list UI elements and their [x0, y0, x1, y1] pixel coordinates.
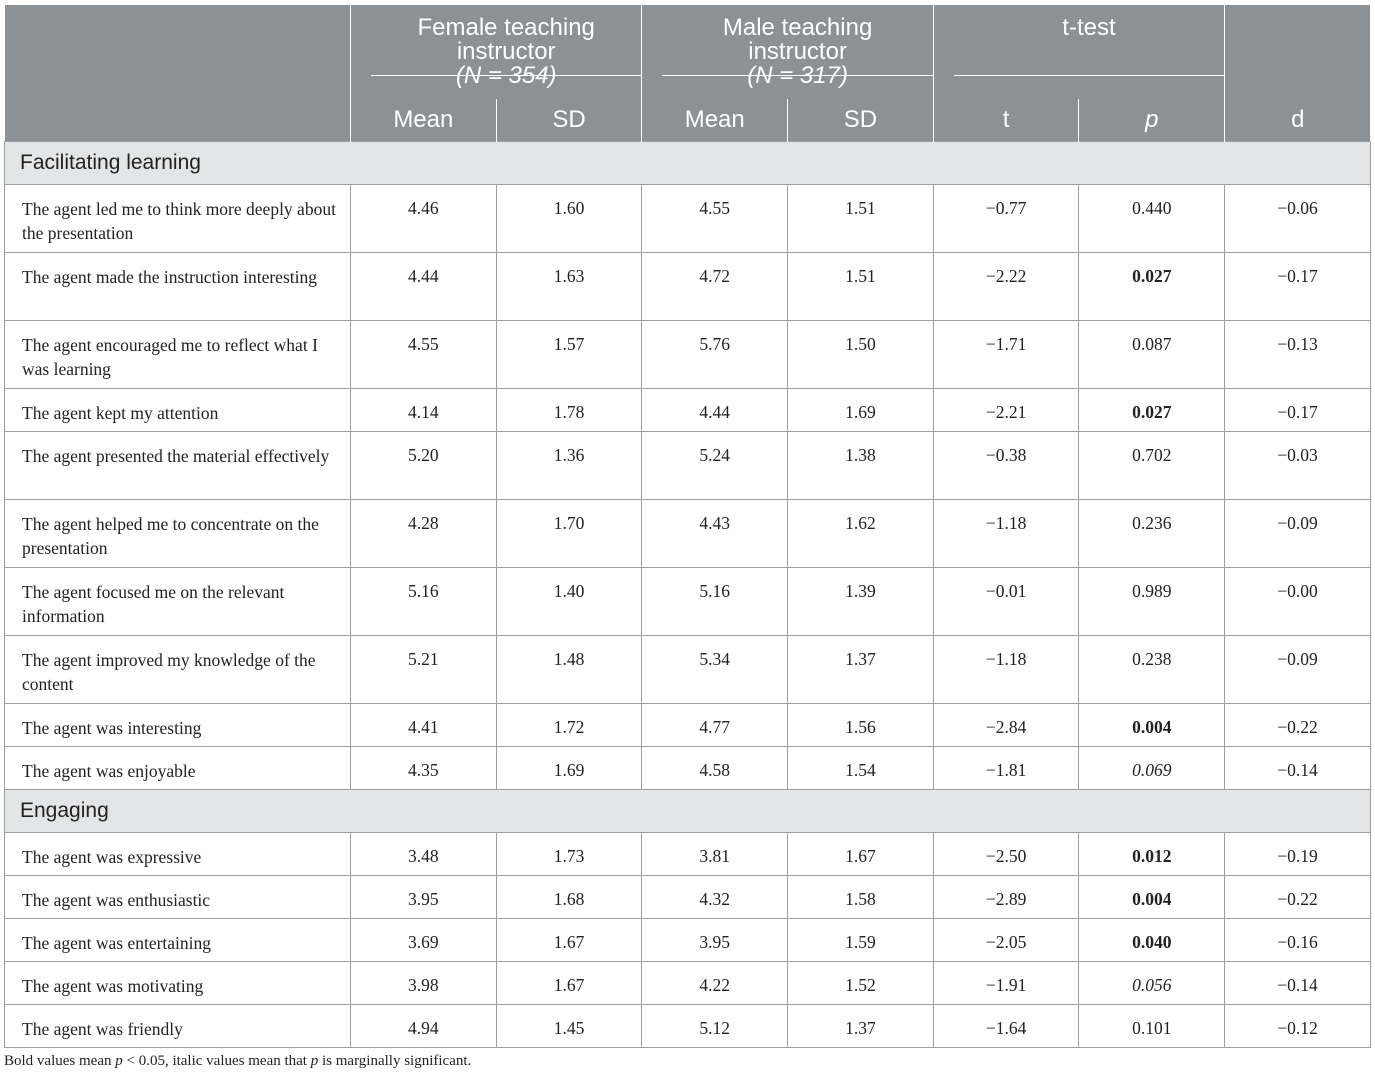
table-row: [5, 432, 1371, 500]
p-value-cell: 0.101: [1079, 1005, 1225, 1048]
p-value-cell: 0.989: [1079, 568, 1225, 636]
male-mean-cell: 4.55: [642, 185, 788, 253]
male-sd-cell: 1.59: [788, 919, 934, 962]
p-value-cell: 0.056: [1079, 962, 1225, 1005]
col-header-male-mean: Mean: [642, 99, 788, 142]
table-row: [5, 704, 1371, 747]
p-value-cell: 0.440: [1079, 185, 1225, 253]
table-row: [5, 636, 1371, 704]
d-value-cell: −0.14: [1225, 962, 1371, 1005]
section-header-row: [5, 790, 1371, 833]
section-title: Facilitating learning: [5, 142, 1371, 185]
p-value-cell: 0.027: [1079, 389, 1225, 432]
p-value-cell: 0.012: [1079, 833, 1225, 876]
footnote-suffix: is marginally significant.: [318, 1053, 472, 1069]
table-row: [5, 321, 1371, 389]
female-sd-cell: 1.36: [496, 432, 642, 500]
d-value-cell: −0.17: [1225, 389, 1371, 432]
item-label: The agent was entertaining: [5, 919, 351, 962]
female-mean-cell: 4.44: [351, 253, 497, 321]
female-sd-cell: 1.63: [496, 253, 642, 321]
ttest-group-title: t-test: [1062, 14, 1116, 41]
male-sd-cell: 1.58: [788, 876, 934, 919]
male-mean-cell: 3.81: [642, 833, 788, 876]
col-header-p: p: [1079, 99, 1225, 142]
item-label: The agent improved my knowledge of the content: [5, 636, 351, 704]
female-group-title: Female teaching instructor: [417, 14, 595, 65]
item-label: The agent was enjoyable: [5, 747, 351, 790]
female-sd-cell: 1.40: [496, 568, 642, 636]
item-label: The agent was friendly: [5, 1005, 351, 1048]
male-sd-cell: 1.52: [788, 962, 934, 1005]
male-sd-cell: 1.37: [788, 1005, 934, 1048]
table-row: [5, 389, 1371, 432]
male-mean-cell: 5.24: [642, 432, 788, 500]
female-mean-cell: 4.14: [351, 389, 497, 432]
table-body: [5, 142, 1371, 1048]
table-row: [5, 1005, 1371, 1048]
t-value-cell: −2.89: [933, 876, 1079, 919]
footnote-prefix: Bold values mean: [4, 1053, 116, 1069]
male-sd-cell: 1.39: [788, 568, 934, 636]
table-footnote: [4, 1053, 471, 1070]
t-value-cell: −2.84: [933, 704, 1079, 747]
t-value-cell: −1.91: [933, 962, 1079, 1005]
p-value-cell: 0.238: [1079, 636, 1225, 704]
item-label: The agent focused me on the relevant information: [5, 568, 351, 636]
p-value-cell: 0.027: [1079, 253, 1225, 321]
p-value-cell: 0.702: [1079, 432, 1225, 500]
d-value-cell: −0.16: [1225, 919, 1371, 962]
male-mean-cell: 5.12: [642, 1005, 788, 1048]
male-sd-cell: 1.37: [788, 636, 934, 704]
col-header-d: d: [1225, 99, 1371, 142]
section-header-row: [5, 142, 1371, 185]
male-mean-cell: 4.44: [642, 389, 788, 432]
female-sd-cell: 1.67: [496, 919, 642, 962]
p-value-cell: 0.236: [1079, 500, 1225, 568]
p-value-cell: 0.004: [1079, 704, 1225, 747]
footnote-p-symbol-2: p: [310, 1053, 319, 1069]
item-label: The agent led me to think more deeply about the presentation: [5, 185, 351, 253]
item-label: The agent presented the material effectively: [5, 432, 351, 500]
table-row: [5, 876, 1371, 919]
male-sd-cell: 1.50: [788, 321, 934, 389]
female-sd-cell: 1.60: [496, 185, 642, 253]
footnote-p-symbol: p: [115, 1053, 123, 1069]
male-sd-cell: 1.51: [788, 253, 934, 321]
item-label: The agent was motivating: [5, 962, 351, 1005]
d-value-cell: −0.06: [1225, 185, 1371, 253]
p-value-cell: 0.040: [1079, 919, 1225, 962]
header-ttest-group: [933, 5, 1224, 99]
col-header-female-sd: SD: [496, 99, 642, 142]
female-sd-cell: 1.48: [496, 636, 642, 704]
table-row: [5, 747, 1371, 790]
table-row: [5, 253, 1371, 321]
female-mean-cell: 4.28: [351, 500, 497, 568]
female-mean-cell: 4.46: [351, 185, 497, 253]
t-value-cell: −2.21: [933, 389, 1079, 432]
male-mean-cell: 5.76: [642, 321, 788, 389]
t-value-cell: −0.77: [933, 185, 1079, 253]
d-value-cell: −0.14: [1225, 747, 1371, 790]
t-value-cell: −0.38: [933, 432, 1079, 500]
d-value-cell: −0.22: [1225, 876, 1371, 919]
d-value-cell: −0.09: [1225, 500, 1371, 568]
d-value-cell: −0.22: [1225, 704, 1371, 747]
item-label: The agent kept my attention: [5, 389, 351, 432]
d-value-cell: −0.17: [1225, 253, 1371, 321]
female-group-n: (N = 354): [455, 62, 557, 89]
table-row: [5, 962, 1371, 1005]
t-value-cell: −1.18: [933, 636, 1079, 704]
male-group-n: (N = 317): [747, 62, 848, 89]
table-row: [5, 185, 1371, 253]
female-mean-cell: 3.69: [351, 919, 497, 962]
section-title: Engaging: [5, 790, 1371, 833]
d-value-cell: −0.09: [1225, 636, 1371, 704]
female-mean-cell: 5.21: [351, 636, 497, 704]
male-mean-cell: 3.95: [642, 919, 788, 962]
p-value-cell: 0.004: [1079, 876, 1225, 919]
male-sd-cell: 1.69: [788, 389, 934, 432]
footnote-middle: < 0.05, italic values mean that: [122, 1053, 311, 1069]
female-mean-cell: 3.98: [351, 962, 497, 1005]
d-value-cell: −0.13: [1225, 321, 1371, 389]
t-value-cell: −1.71: [933, 321, 1079, 389]
d-value-cell: −0.12: [1225, 1005, 1371, 1048]
header-row-groups: [5, 5, 1371, 99]
female-sd-cell: 1.73: [496, 833, 642, 876]
female-mean-cell: 4.94: [351, 1005, 497, 1048]
item-label: The agent was interesting: [5, 704, 351, 747]
female-mean-cell: 4.55: [351, 321, 497, 389]
col-header-male-sd: SD: [788, 99, 934, 142]
table-row: [5, 500, 1371, 568]
p-value-cell: 0.069: [1079, 747, 1225, 790]
female-mean-cell: 5.16: [351, 568, 497, 636]
col-header-t: t: [933, 99, 1079, 142]
t-value-cell: −0.01: [933, 568, 1079, 636]
item-label: The agent was enthusiastic: [5, 876, 351, 919]
male-mean-cell: 4.43: [642, 500, 788, 568]
female-sd-cell: 1.45: [496, 1005, 642, 1048]
header-d-group-empty: [1225, 5, 1371, 99]
results-table-container: [4, 5, 1370, 1048]
t-value-cell: −1.18: [933, 500, 1079, 568]
t-value-cell: −1.64: [933, 1005, 1079, 1048]
table-row: [5, 833, 1371, 876]
table-row: [5, 919, 1371, 962]
p-value-cell: 0.087: [1079, 321, 1225, 389]
female-sd-cell: 1.57: [496, 321, 642, 389]
male-sd-cell: 1.54: [788, 747, 934, 790]
female-sd-cell: 1.70: [496, 500, 642, 568]
female-sd-cell: 1.68: [496, 876, 642, 919]
item-label: The agent was expressive: [5, 833, 351, 876]
male-sd-cell: 1.67: [788, 833, 934, 876]
male-group-title: Male teaching instructor: [722, 14, 873, 65]
male-mean-cell: 4.32: [642, 876, 788, 919]
male-mean-cell: 4.58: [642, 747, 788, 790]
header-empty-cell: [5, 5, 351, 142]
male-mean-cell: 4.72: [642, 253, 788, 321]
item-label: The agent helped me to concentrate on the presentation: [5, 500, 351, 568]
female-mean-cell: 3.95: [351, 876, 497, 919]
male-sd-cell: 1.62: [788, 500, 934, 568]
header-female-group: [351, 5, 642, 99]
table-row: [5, 568, 1371, 636]
male-mean-cell: 4.22: [642, 962, 788, 1005]
d-value-cell: −0.19: [1225, 833, 1371, 876]
item-label: The agent encouraged me to reflect what I was learning: [5, 321, 351, 389]
male-mean-cell: 5.34: [642, 636, 788, 704]
d-value-cell: −0.03: [1225, 432, 1371, 500]
d-value-cell: −0.00: [1225, 568, 1371, 636]
female-sd-cell: 1.69: [496, 747, 642, 790]
item-label: The agent made the instruction interesting: [5, 253, 351, 321]
col-header-female-mean: Mean: [351, 99, 497, 142]
t-value-cell: −2.22: [933, 253, 1079, 321]
male-mean-cell: 4.77: [642, 704, 788, 747]
male-sd-cell: 1.38: [788, 432, 934, 500]
t-value-cell: −2.50: [933, 833, 1079, 876]
female-mean-cell: 4.41: [351, 704, 497, 747]
t-value-cell: −1.81: [933, 747, 1079, 790]
female-mean-cell: 5.20: [351, 432, 497, 500]
female-mean-cell: 3.48: [351, 833, 497, 876]
female-mean-cell: 4.35: [351, 747, 497, 790]
female-sd-cell: 1.78: [496, 389, 642, 432]
female-sd-cell: 1.72: [496, 704, 642, 747]
male-sd-cell: 1.56: [788, 704, 934, 747]
t-value-cell: −2.05: [933, 919, 1079, 962]
header-male-group: [642, 5, 933, 99]
results-table: [4, 5, 1371, 1048]
male-mean-cell: 5.16: [642, 568, 788, 636]
female-sd-cell: 1.67: [496, 962, 642, 1005]
male-sd-cell: 1.51: [788, 185, 934, 253]
